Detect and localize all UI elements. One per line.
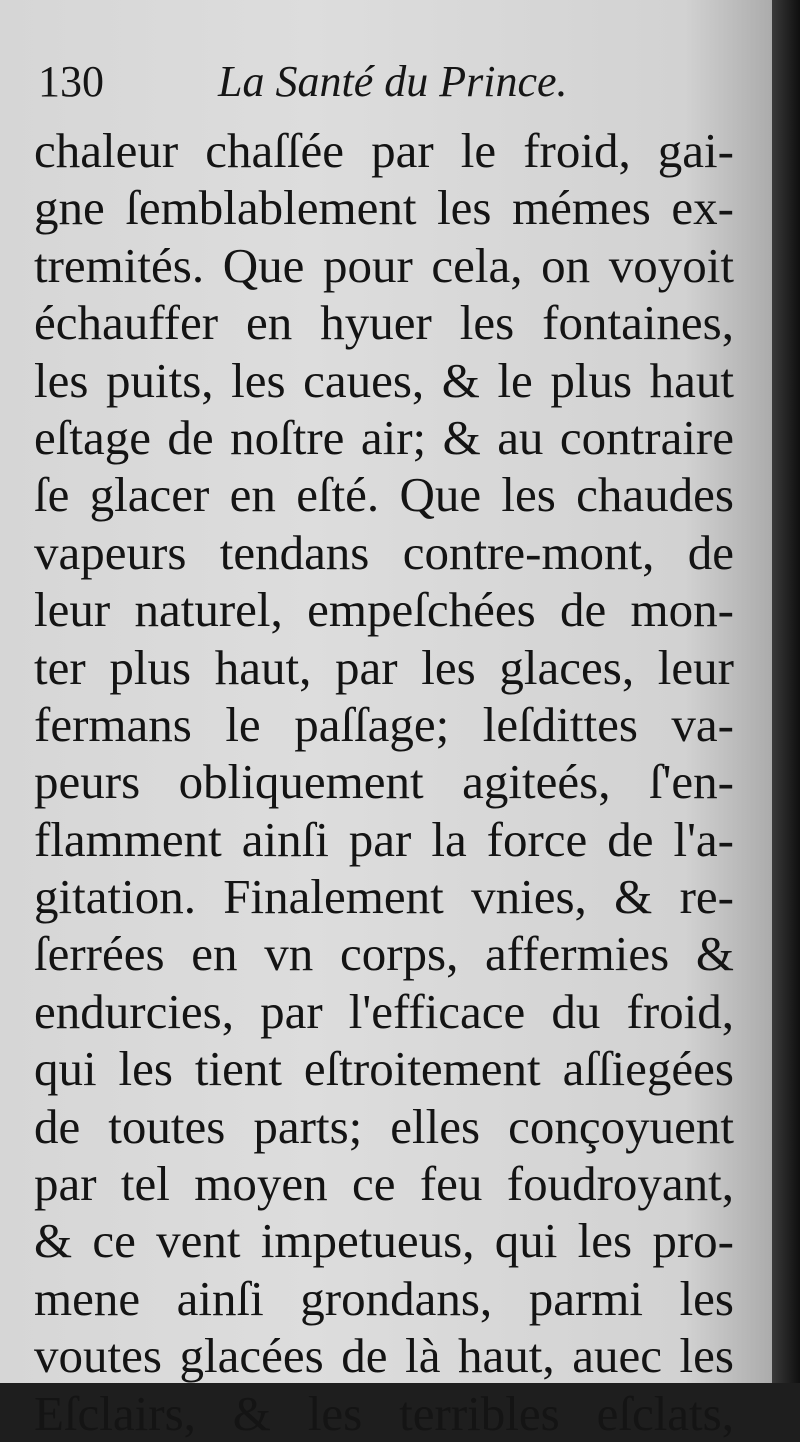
text-line: échauffer en hyuer les fontaines, [34,295,734,351]
text-line: & ce vent impetueus, qui les pro- [34,1213,734,1269]
text-line: vapeurs tendans contre-mont, de [34,524,734,580]
text-line: par tel moyen ce feu foudroyant, [34,1156,734,1212]
text-line: gne ſemblablement les mémes ex- [34,180,734,236]
page-edge-shadow [772,0,800,1383]
text-line: tremités. Que pour cela, on voyoit [34,237,734,293]
text-line: voutes glacées de là haut, auec les [34,1328,734,1384]
text-line: chaleur chaſſée par le froid, gai- [34,123,734,178]
text-line: qui les tient eſtroitement aſſiegées [34,1041,734,1097]
text-line: de toutes parts; elles conçoyuent [34,1098,734,1154]
text-line: endurcies, par l'efficace du froid, [34,983,734,1039]
text-line: ter plus haut, par les glaces, leur [34,639,734,695]
text-line: ſerrées en vn corps, affermies & [34,926,734,982]
page-number: 130 [38,57,104,106]
text-line: flamment ainſi par la force de l'a- [34,811,734,867]
text-line: Eſclairs, & les terribles eſclats, [34,1385,734,1441]
text-line: gitation. Finalement vnies, & re- [34,869,734,925]
body-text [34,122,734,1442]
text-line: les puits, les caues, & le plus haut [34,352,734,408]
text-line: peurs obliquement agiteés, ſ'en- [34,754,734,810]
text-line: eſtage de noſtre air; & au contraire [34,409,734,465]
text-line: ſe glacer en eſté. Que les chaudes [34,467,734,523]
running-title: La Santé du Prince. [218,57,568,106]
text-line: fermans le paſſage; leſdittes va- [34,696,734,752]
text-line: leur naturel, empeſchées de mon- [34,582,734,638]
page-header [38,52,738,112]
text-line: mene ainſi grondans, parmi les [34,1270,734,1326]
